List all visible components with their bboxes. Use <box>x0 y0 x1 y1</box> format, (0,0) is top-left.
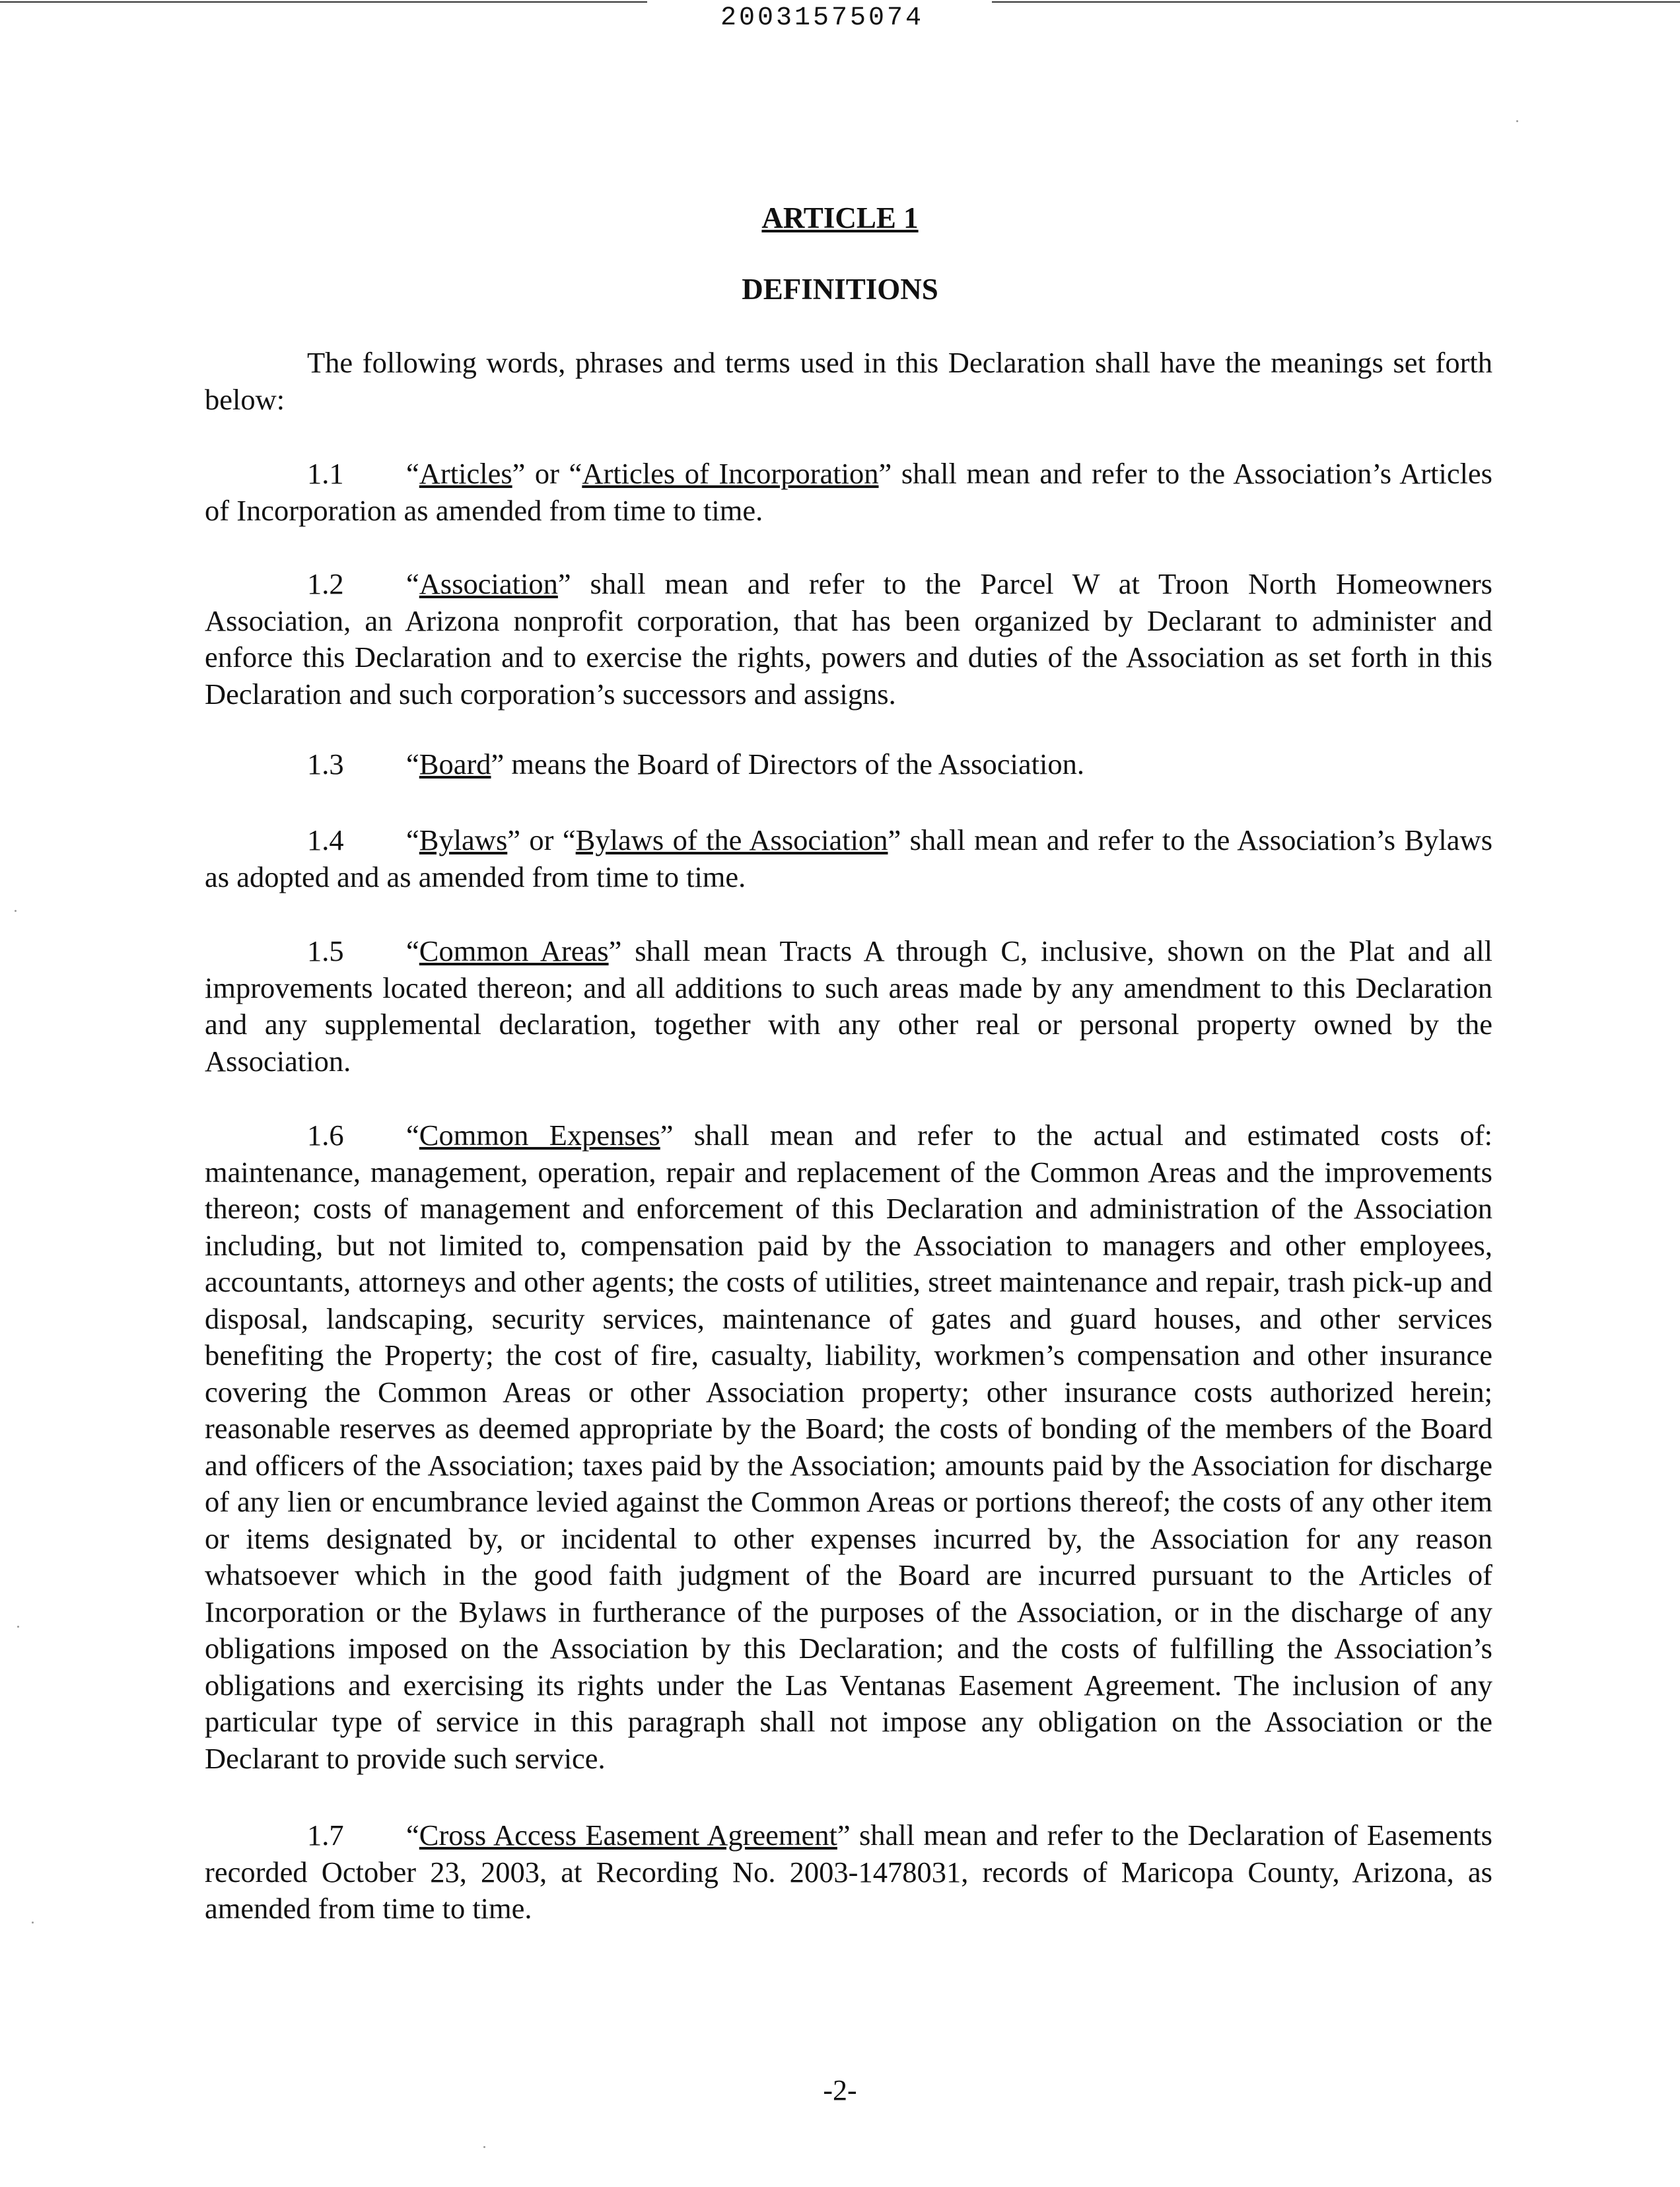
intro-paragraph <box>205 345 1492 418</box>
open-quote: “ <box>406 747 419 781</box>
scan-speck <box>483 2146 485 2148</box>
section-1-1 <box>205 456 1492 529</box>
defined-term: Bylaws <box>419 823 508 856</box>
section-body: ” shall mean and refer to the actual and estimated costs of: maintenance, management, operation, repair and replacement of the Common Areas and the improvements thereon; costs of management and enforcement of this Declaration and administration of the Association including, but not limited to, compensation paid by the Association to managers and other employees, accountants, attorneys and other agents; the costs of utilities, street maintenance and repair, trash pick-up and disposal, landscaping, security services, maintenance of gates and guard houses, and other services benefiting the Property; the cost of fire, casualty, liability, workmen’s compensation and other insurance covering the Common Areas or other Association property; other insurance costs authorized herein; reasonable reserves as deemed appropriate by the Board; the costs of bonding of the members of the Board and officers of the Association; taxes paid by the Association; amounts paid by the Association for discharge of any lien or encumbrance levied against the Common Areas or portions thereof; the costs of any other item or items designated by, or incidental to other expenses incurred by, the Association for any reason whatsoever which in the good faith judgment of the Board are incurred pursuant to the Articles of Incorporation or the Bylaws in furtherance of the purposes of the Association, or in the discharge of any obligations imposed on the Association by this Declaration; and the costs of fulfilling the Association’s obligations and exercising its rights under the Las Ventanas Easement Agreement. The inclusion of any particular type of service in this paragraph shall not impose any obligation on the Association or the Declarant to provide such service. <box>205 1119 1493 1775</box>
header-rule-left <box>0 1 647 3</box>
header-rule-right <box>992 1 1680 3</box>
document-number: 20031575074 <box>720 3 925 33</box>
defined-term: Cross Access Easement Agreement <box>419 1819 837 1852</box>
open-quote: “ <box>406 934 419 967</box>
scan-speck <box>1516 120 1518 122</box>
connector-text: ” or “ <box>512 457 582 490</box>
defined-term: Association <box>419 567 558 600</box>
defined-term: Bylaws of the Association <box>575 823 888 856</box>
defined-term: Articles of Incorporation <box>582 457 879 490</box>
open-quote: “ <box>406 823 419 856</box>
section-body: ” shall mean and refer to the Association’s Bylaws as adopted and as amended from time to time. <box>205 823 1493 893</box>
section-number: 1.7 <box>307 1819 344 1852</box>
section-body: ” shall mean and refer to the Parcel W at Troon North Homeowners Association, an Arizona nonprofit corporation, that has been organized by Declarant to administer and enforce this Declaration and to exercise the rights, powers and duties of the Association as set forth in this Declaration and such corporation’s successors and assigns. <box>205 567 1492 711</box>
section-1-5 <box>205 933 1492 1080</box>
defined-term: Board <box>419 747 491 781</box>
defined-term: Common Areas <box>419 934 609 967</box>
scan-speck <box>17 1626 19 1628</box>
section-number: 1.4 <box>307 823 344 856</box>
section-body: ” shall mean and refer to the Declaration of Easements recorded October 23, 2003, at Recording No. 2003-1478031, records of Maricopa County, Arizona, as amended from time to time. <box>205 1819 1492 1925</box>
open-quote: “ <box>406 1119 419 1152</box>
section-body: ” shall mean and refer to the Association’s Articles of Incorporation as amended from time to time. <box>205 457 1492 527</box>
section-number: 1.6 <box>307 1119 344 1152</box>
section-1-3 <box>205 746 1492 783</box>
open-quote: “ <box>406 457 419 490</box>
section-1-4 <box>205 822 1492 895</box>
scan-speck <box>32 1922 34 1924</box>
section-1-2 <box>205 566 1492 712</box>
defined-term: Common Expenses <box>419 1119 660 1152</box>
section-number: 1.3 <box>307 747 344 781</box>
intro-text: The following words, phrases and terms used in this Declaration shall have the meanings set forth below: <box>205 346 1492 416</box>
section-1-6 <box>205 1117 1492 1777</box>
open-quote: “ <box>406 1819 419 1852</box>
defined-term: Articles <box>419 457 512 490</box>
open-quote: “ <box>406 567 419 600</box>
page-number: -2- <box>823 2074 857 2106</box>
section-body: ” means the Board of Directors of the Association. <box>491 747 1084 781</box>
section-number: 1.1 <box>307 457 344 490</box>
article-subtitle: DEFINITIONS <box>742 273 938 306</box>
section-number: 1.2 <box>307 567 344 600</box>
article-title: ARTICLE 1 <box>761 201 919 234</box>
scan-speck <box>15 910 17 912</box>
connector-text: ” or “ <box>507 823 576 856</box>
section-1-7 <box>205 1817 1492 1927</box>
section-body: ” shall mean Tracts A through C, inclusive, shown on the Plat and all improvements located thereon; and all additions to such areas made by any amendment to this Declaration and any supplemental declaration, together with any other real or personal property owned by the Association. <box>205 934 1492 1078</box>
section-number: 1.5 <box>307 934 344 967</box>
